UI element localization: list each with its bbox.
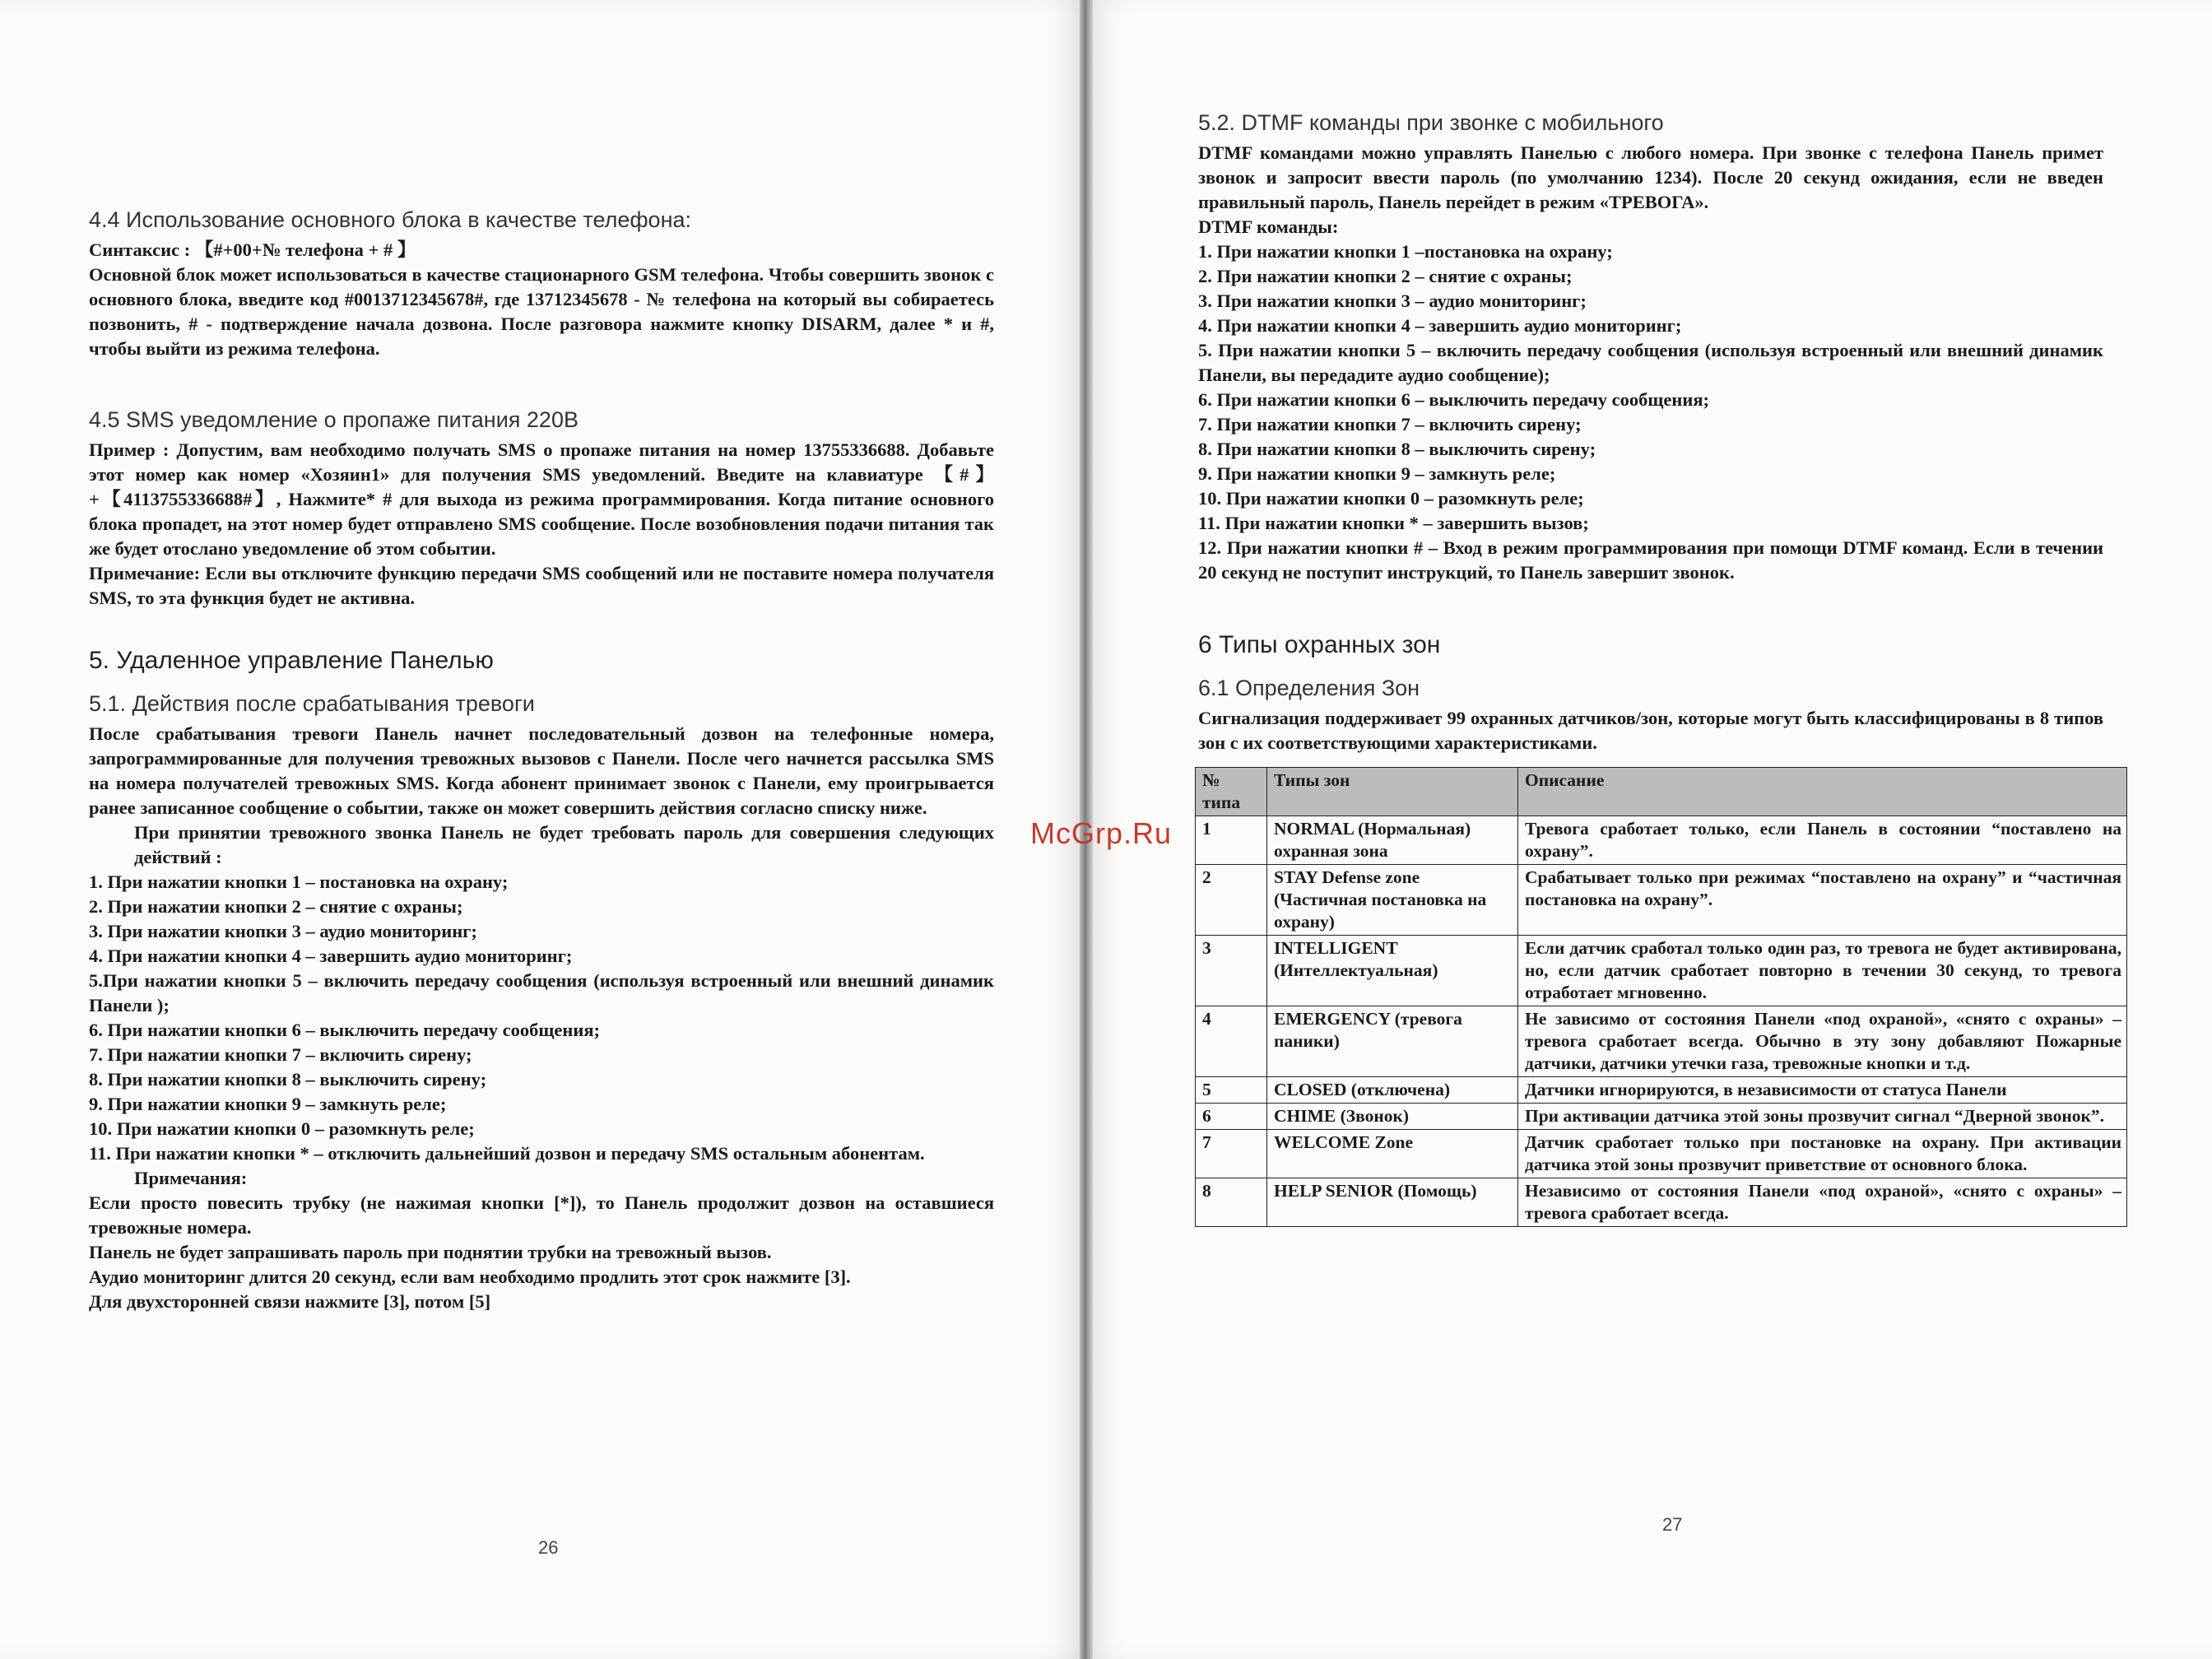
cell-zone-type: CHIME (Звонок) xyxy=(1267,1104,1518,1130)
section-6-title: 6 Типы охранных зон xyxy=(1198,631,1441,658)
list-item: 10. При нажатии кнопки 0 – разомкнуть реле; xyxy=(1198,488,1584,509)
table-row xyxy=(1196,816,2127,865)
table-row xyxy=(1196,1077,2127,1104)
cell-zone-type: EMERGENCY (тревога паники) xyxy=(1267,1006,1518,1077)
cell-number: 1 xyxy=(1196,816,1267,865)
list-item: 4. При нажатии кнопки 4 – завершить аудио мониторинг; xyxy=(89,946,573,966)
list-item: 6. При нажатии кнопки 6 – выключить передачу сообщения; xyxy=(1198,389,1709,410)
list-item: 1. При нажатии кнопки 1 –постановка на охрану; xyxy=(1198,241,1613,262)
cell-description: Датчики игнорируются, в независимости от статуса Панели xyxy=(1518,1077,2127,1104)
page-number-right: 27 xyxy=(1662,1514,1683,1535)
dtmf-commands-list xyxy=(1198,239,2103,585)
table-row xyxy=(1196,1130,2127,1178)
section-4-5-example: Пример : Допустим, вам необходимо получать SMS о пропаже питания на номер 13755336688. Добавьте этот номер как номер «Хозяин1» для получения SMS уведомлений. Введите на клавиатуре 【#】+【4113755336688#】, Нажмите* # для выхода из режима программирования. Когда питание основного блока пропадет, на этот номер будет отправлено SMS сообщение. После возобновления подачи питания так же будет отослано уведомление об этом событии. xyxy=(89,439,994,559)
note-line: Панель не будет запрашивать пароль при поднятии трубки на тревожный вызов. xyxy=(89,1242,772,1262)
list-item: 8. При нажатии кнопки 8 – выключить сирену; xyxy=(89,1069,487,1090)
cell-zone-type: WELCOME Zone xyxy=(1267,1130,1518,1178)
cell-zone-type: NORMAL (Нормальная) охранная зона xyxy=(1267,816,1518,865)
section-4-4-title: 4.4 Использование основного блока в качестве телефона: xyxy=(89,207,691,232)
alarm-call-actions-list xyxy=(89,870,994,1166)
list-item: 11. При нажатии кнопки * – завершить вызов; xyxy=(1198,513,1589,533)
left-page xyxy=(0,0,1086,1659)
table-header-row xyxy=(1196,768,2127,816)
list-item: 4. При нажатии кнопки 4 – завершить аудио мониторинг; xyxy=(1198,315,1682,336)
cell-zone-type: CLOSED (отключена) xyxy=(1267,1077,1518,1104)
section-5-1-title: 5.1. Действия после срабатывания тревоги xyxy=(89,691,535,716)
section-5-1-intro: При принятии тревожного звонка Панель не будет требовать пароль для совершения следующих действий : xyxy=(134,822,994,867)
cell-description: Срабатывает только при режимах “поставлено на охрану” и “частичная постановка на охрану”. xyxy=(1518,865,2127,936)
table-row xyxy=(1196,1006,2127,1077)
list-item: 8. При нажатии кнопки 8 – выключить сирену; xyxy=(1198,439,1596,459)
column-header-description: Описание xyxy=(1518,768,2127,816)
list-item: 10. При нажатии кнопки 0 – разомкнуть реле; xyxy=(89,1118,475,1139)
list-item: 7. При нажатии кнопки 7 – включить сирену; xyxy=(89,1044,472,1065)
cell-number: 6 xyxy=(1196,1104,1267,1130)
section-6-1-body: Сигнализация поддерживает 99 охранных датчиков/зон, которые могут быть классифицированы в 8 типов зон с их соответствующими характеристиками. xyxy=(1198,708,2103,753)
cell-description: При активации датчика этой зоны прозвучит сигнал “Дверной звонок”. xyxy=(1518,1104,2127,1130)
cell-description: Независимо от состояния Панели «под охраной», «снято с охраны» – тревога сработает всегда. xyxy=(1518,1178,2127,1227)
cell-zone-type: STAY Defense zone (Частичная постановка на охрану) xyxy=(1267,865,1518,936)
list-item: 3. При нажатии кнопки 3 – аудио мониторинг; xyxy=(89,921,477,941)
list-item: 3. При нажатии кнопки 3 – аудио мониторинг; xyxy=(1198,290,1587,311)
right-page xyxy=(1086,0,2212,1659)
section-4-5-title: 4.5 SMS уведомление о пропаже питания 220В xyxy=(89,407,579,432)
cell-description: Не зависимо от состояния Панели «под охраной», «снято с охраны» – тревога сработает всегда. Обычно в эту зону добавляют Пожарные датчики, датчики утечки газа, тревожные кнопки и т.д. xyxy=(1518,1006,2127,1077)
list-item: 12. При нажатии кнопки # – Вход в режим программирования при помощи DTMF команд. Если в течении 20 секунд не поступит инструкций, то Панель завершит звонок. xyxy=(1198,537,2103,583)
list-item: 2. При нажатии кнопки 2 – снятие с охраны; xyxy=(89,896,463,917)
left-page-content xyxy=(89,207,994,1314)
section-6-1-title: 6.1 Определения Зон xyxy=(1198,676,1420,700)
cell-number: 4 xyxy=(1196,1006,1267,1077)
cell-number: 5 xyxy=(1196,1077,1267,1104)
note-line: Если просто повесить трубку (не нажимая кнопки [*]), то Панель продолжит дозвон на оставшиеся тревожные номера. xyxy=(89,1192,994,1238)
list-item: 6. При нажатии кнопки 6 – выключить передачу сообщения; xyxy=(89,1020,600,1040)
list-item: 2. При нажатии кнопки 2 – снятие с охраны; xyxy=(1198,266,1573,286)
list-item: 11. При нажатии кнопки * – отключить дальнейший дозвон и передачу SMS остальным абонентам. xyxy=(89,1143,925,1164)
table-row xyxy=(1196,1178,2127,1227)
cell-description: Если датчик сработал только один раз, то тревога не будет активирована, но, если датчик сработает повторно в течении 30 секунд, то тревога отработает мгновенно. xyxy=(1518,936,2127,1006)
right-page-content xyxy=(1198,110,2121,1227)
dtmf-list-title: DTMF команды: xyxy=(1198,216,1339,237)
cell-description: Датчик сработает только при постановке на охрану. При активации датчика этой зоны прозвучит приветствие от основного блока. xyxy=(1518,1130,2127,1178)
cell-number: 8 xyxy=(1196,1178,1267,1227)
cell-zone-type: HELP SENIOR (Помощь) xyxy=(1267,1178,1518,1227)
section-4-5-note: Примечание: Если вы отключите функцию передачи SMS сообщений или не поставите номера получателя SMS, то эта функция будет не активна. xyxy=(89,563,994,608)
section-5-title: 5. Удаленное управление Панелью xyxy=(89,647,494,674)
list-item: 9. При нажатии кнопки 9 – замкнуть реле; xyxy=(89,1094,447,1114)
list-item: 7. При нажатии кнопки 7 – включить сирену; xyxy=(1198,414,1582,434)
list-item: 1. При нажатии кнопки 1 – постановка на охрану; xyxy=(89,871,509,892)
section-4-4-body: Основной блок может использоваться в качестве стационарного GSM телефона. Чтобы совершить звонок с основного блока, введите код #0013712345678#, где 13712345678 - № телефона на который вы собираетесь позвонить, # - подтверждение начала дозвона. После разговора нажмите кнопку DISARM, далее * и #, чтобы выйти из режима телефона. xyxy=(89,264,994,359)
zone-types-table xyxy=(1195,767,2127,1227)
watermark-logo: McGrp.Ru xyxy=(1030,816,1173,850)
cell-zone-type: INTELLIGENT (Интеллектуальная) xyxy=(1267,936,1518,1006)
syntax-line: Синтаксис : 【#+00+№ телефона + # 】 xyxy=(89,239,416,260)
cell-number: 3 xyxy=(1196,936,1267,1006)
section-5-1-body: После срабатывания тревоги Панель начнет последовательный дозвон на телефонные номера, запрограммированные для получения тревожных вызовов с Панели. После чего начнется рассылка SMS на номера получателей тревожных SMS. Когда абонент принимает звонок с Панели, ему проигрывается ранее записанное сообщение о событии, также он может совершить действия согласно списку ниже. xyxy=(89,723,994,818)
cell-number: 7 xyxy=(1196,1130,1267,1178)
list-item: 5. При нажатии кнопки 5 – включить передачу сообщения (используя встроенный или внешний динамик Панели, вы передадите аудио сообщение); xyxy=(1198,340,2103,385)
column-header-zone-type: Типы зон xyxy=(1267,768,1518,816)
cell-number: 2 xyxy=(1196,865,1267,936)
cell-description: Тревога сработает только, если Панель в состоянии “поставлено на охрану”. xyxy=(1518,816,2127,865)
list-item: 5.При нажатии кнопки 5 – включить передачу сообщения (используя встроенный или внешний динамик Панели ); xyxy=(89,970,994,1015)
note-line: Аудио мониторинг длится 20 секунд, если вам необходимо продлить этот срок нажмите [3]. xyxy=(89,1266,851,1287)
page-number-left: 26 xyxy=(538,1537,559,1558)
table-row xyxy=(1196,865,2127,936)
column-header-number: № типа xyxy=(1196,768,1267,816)
table-row xyxy=(1196,1104,2127,1130)
section-5-2-body: DTMF командами можно управлять Панелью с любого номера. При звонке с телефона Панель примет звонок и запросит ввести пароль (по умолчанию 1234). После 20 секунд ожидания, если не введен правильный пароль, Панель перейдет в режим «ТРЕВОГА». xyxy=(1198,142,2103,212)
notes-title: Примечания: xyxy=(134,1168,248,1188)
note-line: Для двухсторонней связи нажмите [3], потом [5] xyxy=(89,1291,491,1312)
section-5-2-title: 5.2. DTMF команды при звонке с мобильного xyxy=(1198,110,1664,135)
list-item: 9. При нажатии кнопки 9 – замкнуть реле; xyxy=(1198,463,1556,484)
table-row xyxy=(1196,936,2127,1006)
